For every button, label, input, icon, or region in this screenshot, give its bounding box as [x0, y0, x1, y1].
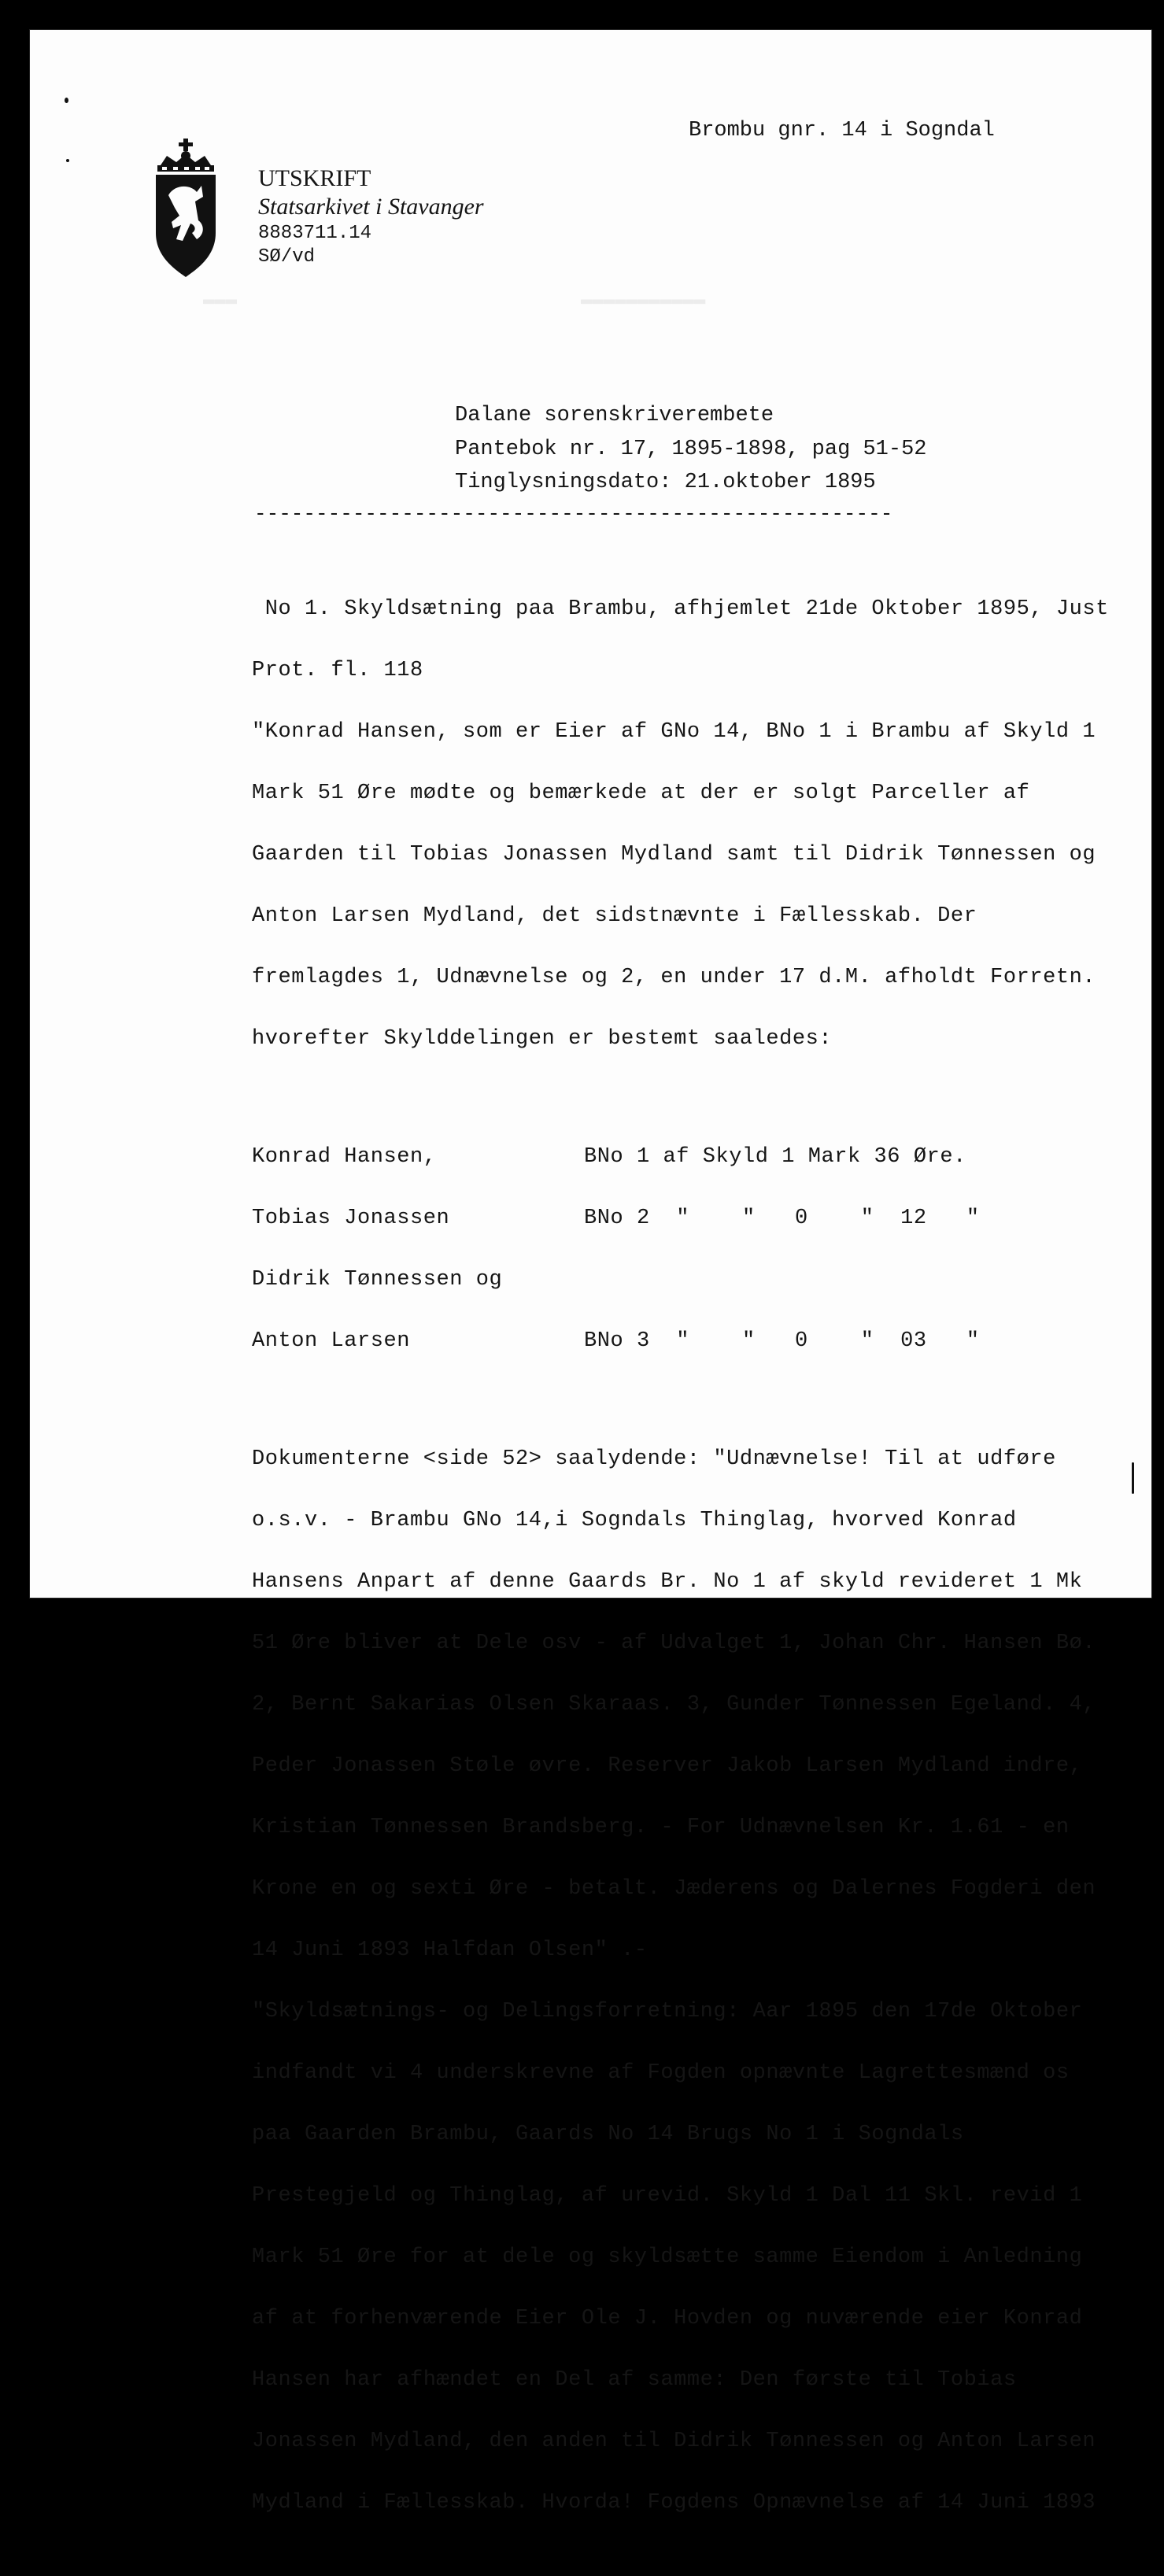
owner-share: BNo 3 " " 0 " 03 " — [584, 1329, 980, 1353]
text-line: 14 Juni 1893 Halfdan Olsen" .- — [252, 1938, 648, 1962]
share-row — [252, 1140, 1109, 1173]
registration-date: Tinglysningsdato: 21.oktober 1895 — [455, 471, 876, 494]
text-line: "Konrad Hansen, som er Eier af GNo 14, BNo 1 i Brambu af Skyld 1 — [252, 720, 1096, 744]
norwegian-coat-of-arms-icon — [150, 139, 222, 277]
owner-share: BNo 1 af Skyld 1 Mark 36 Øre. — [584, 1145, 966, 1169]
owner-name: Konrad Hansen, — [252, 1145, 437, 1169]
text-line: Mark 51 Øre for at dele og skyldsætte samme Eiendom i Anledning — [252, 2245, 1083, 2269]
share-table — [252, 1112, 1109, 1386]
share-row — [252, 1325, 1109, 1358]
text-line: No 1. Skyldsætning paa Brambu, afhjemlet 21de Oktober 1895, Just — [252, 597, 1109, 621]
text-line: Hansens Anpart af denne Gaards Br. No 1 af skyld revideret 1 Mk — [252, 1570, 1083, 1594]
farm-reference: Brombu gnr. 14 i Sogndal — [689, 119, 995, 142]
share-row — [252, 1263, 1109, 1296]
owner-name: Anton Larsen — [252, 1329, 411, 1353]
text-line: Krone en og sexti Øre - betalt. Jæderens og Dalernes Fogderi den — [252, 1877, 1096, 1901]
scan-speck — [66, 159, 69, 162]
text-line: Anton Larsen Mydland, det sidstnævnte i Fællesskab. Der — [252, 904, 977, 928]
text-line: Mark 51 Øre mødte og bemærkede at der er solgt Parceller af — [252, 782, 1030, 805]
text-line: Jonassen Mydland, den anden til Didrik Tønnessen og Anton Larsen — [252, 2430, 1096, 2453]
owner-name: Didrik Tønnessen og — [252, 1268, 503, 1292]
text-line: "Skyldsætnings- og Delingsforretning: Aar 1895 den 17de Oktober — [252, 2000, 1083, 2023]
archive-code: 8883711.14 — [258, 223, 372, 244]
scan-speck — [65, 98, 68, 103]
text-line: Dokumenterne <side 52> saalydende: "Udnævnelse! Til at udføre — [252, 1447, 1056, 1471]
source-office: Dalane sorenskriverembete — [455, 404, 774, 427]
text-line: Prestegjeld og Thinglag, af urevid. Skyld 1 Dal 11 Skl. revid 1 — [252, 2184, 1083, 2208]
scan-speck — [1132, 1462, 1134, 1494]
owner-share: BNo 2 " " 0 " 12 " — [584, 1207, 980, 1230]
text-line: Mydland i Fællesskab. Hvorda! Fogdens Opnævnelse af 14 Juni 1893 — [252, 2491, 1096, 2515]
archive-name: Statsarkivet i Stavanger — [258, 194, 484, 220]
intro-text — [252, 564, 1109, 1084]
text-line: 51 Øre bliver at Dele osv - af Udvalget 1, Johan Chr. Hansen Bø. — [252, 1632, 1096, 1655]
document-text — [252, 1414, 1109, 2548]
stamp-title: UTSKRIFT — [258, 165, 371, 191]
paper-sheet — [30, 30, 1151, 2515]
bleed-through-mark: ▬▬▬ — [203, 290, 238, 311]
text-line: af at forhenværende Eier Ole J. Hovden og nuværende eier Konrad — [252, 2307, 1083, 2330]
text-line: Kristian Tønnessen Brandsberg. - For Udnævnelsen Kr. 1.61 - en — [252, 1816, 1070, 1839]
text-line: o.s.v. - Brambu GNo 14,i Sogndals Thinglag, hvorved Konrad — [252, 1509, 1017, 1532]
text-line: indfandt vi 4 underskrevne af Fogden opnævnte Lagrettesmænd os — [252, 2061, 1070, 2085]
text-line: paa Gaarden Brambu, Gaards No 14 Brugs No 1 i Sogndals — [252, 2123, 964, 2146]
text-line: Gaarden til Tobias Jonassen Mydland samt til Didrik Tønnessen og — [252, 843, 1096, 867]
text-line: Prot. fl. 118 — [252, 659, 423, 682]
share-row — [252, 1202, 1109, 1235]
text-line: hvorefter Skylddelingen er bestemt saaledes: — [252, 1027, 833, 1051]
divider-rule: ---------------------------------------------------- — [254, 502, 893, 526]
bleed-through-mark: ▬▬▬▬▬▬▬▬▬▬▬ — [581, 290, 706, 311]
text-line: fremlagdes 1, Udnævnelse og 2, en under 17 d.M. afholdt Forretn. — [252, 966, 1096, 989]
text-line: Hansen har afhændet en Del af samme: Den første til Tobias — [252, 2368, 1017, 2392]
source-register: Pantebok nr. 17, 1895-1898, pag 51-52 — [455, 438, 927, 461]
text-line: Peder Jonassen Støle øvre. Reserver Jakob Larsen Mydland indre, — [252, 1754, 1083, 1778]
transcription-body — [252, 536, 1109, 2576]
owner-name: Tobias Jonassen — [252, 1207, 450, 1230]
text-line: 2, Bernt Sakarias Olsen Skaraas. 3, Gunder Tønnessen Egeland. 4, — [252, 1693, 1096, 1717]
clerk-initials: SØ/vd — [258, 246, 316, 268]
